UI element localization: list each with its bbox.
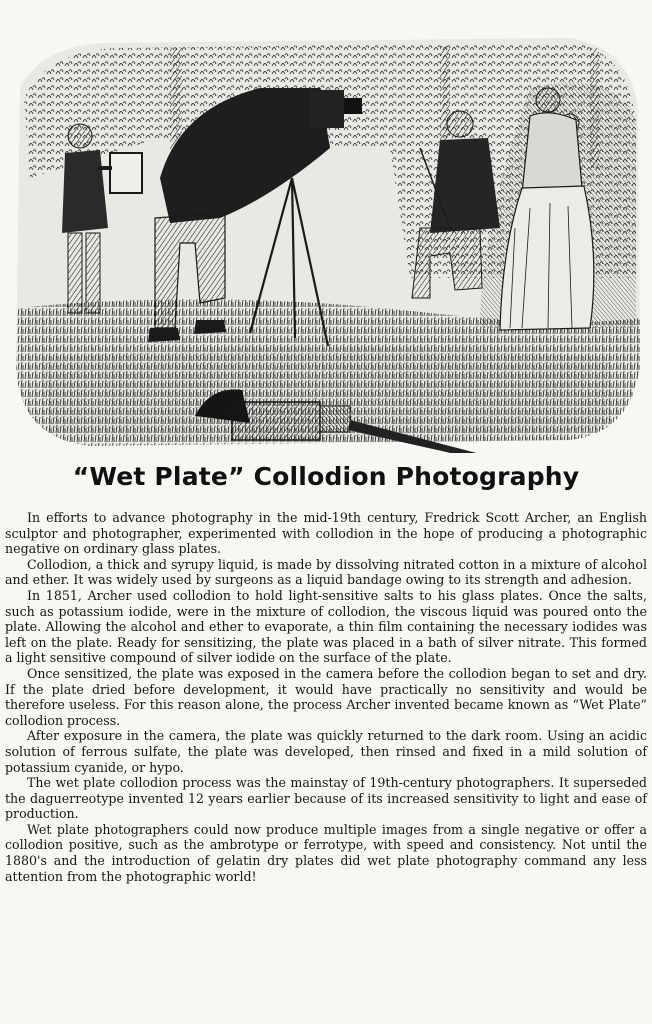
glass-plate-holder xyxy=(110,153,142,193)
tree-trunk xyxy=(590,48,599,168)
paragraph: Once sensitized, the plate was exposed in the camera before the collodion began to set and dry. If the plate dried before development, it would have practically no sensitivity and would be therefore useless. For this reason alone, the process Archer invented became known as “Wet Plate” collodion process. xyxy=(5,665,647,728)
paragraph: After exposure in the camera, the plate was quickly returned to the dark room. Using an acidic solution of ferrous sulfate, the plate was developed, then rinsed and fixed in a mild solution of potassium cyanide, or hypo. xyxy=(5,728,647,775)
photographer-scene-engraving xyxy=(10,28,642,453)
engraving-illustration xyxy=(10,28,642,453)
chemistry-box xyxy=(232,402,320,440)
paragraph: In efforts to advance photography in the mid-19th century, Fredrick Scott Archer, an English sculptor and photographer, experimented with collodion in the hope of producing a photographic negative on ordinary glass plates. xyxy=(5,510,647,557)
paragraph: In 1851, Archer used collodion to hold light-sensitive salts to his glass plates. Once the salts, such as potassium iodide, were in the mixture of collodion, the viscous liquid was poured onto the plate. Allowing the alcohol and ether to evaporate, a thin film containing the necessary iodides was left on the plate. Ready for sensitizing, the plate was placed in a bath of silver nitrate. This formed a light sensitive compound of silver iodide on the surface of the plate. xyxy=(5,587,647,666)
paragraph: Wet plate photographers could now produce multiple images from a single negative or offer a collodion positive, such as the ambrotype or ferrotype, with speed and consistency. Not until the 1880's and the introduction of gelatin dry plates did wet plate photography command any less attention from the photographic world! xyxy=(5,821,647,884)
camera-lens xyxy=(344,98,362,114)
paragraph: The wet plate collodion process was the mainstay of 19th-century photographers. It superseded the daguerreotype invented 12 years earlier because of its increased sensitivity to light and ease of production. xyxy=(5,775,647,822)
article-title: “Wet Plate” Collodion Photography xyxy=(72,462,580,491)
camera-box xyxy=(310,90,344,128)
article-body xyxy=(5,510,647,884)
paragraph: Collodion, a thick and syrupy liquid, is made by dissolving nitrated cotton in a mixture of alcohol and ether. It was widely used by surgeons as a liquid bandage owing to its strength and adhesion. xyxy=(5,556,647,588)
